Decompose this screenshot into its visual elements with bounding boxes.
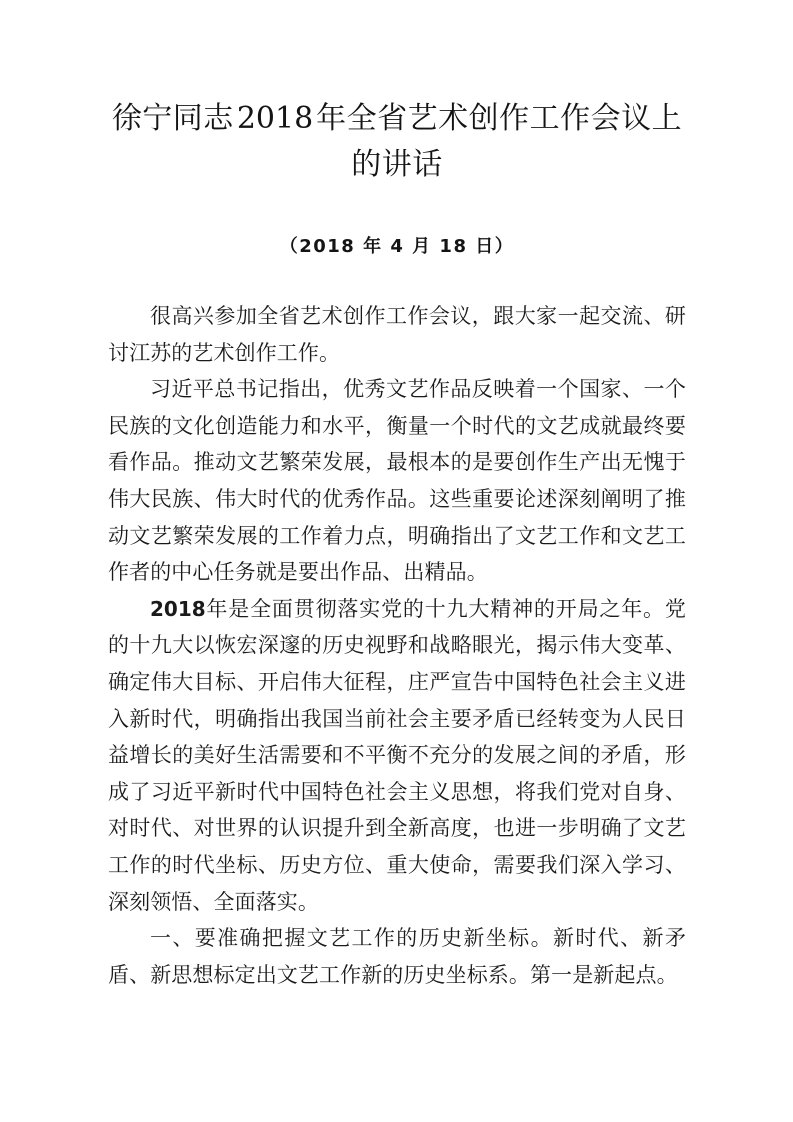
document-content-column: [108, 0, 686, 993]
paragraph-3: [108, 591, 686, 920]
paragraph-1: 很高兴参加全省艺术创作工作会议，跟大家一起交流、研讨江苏的艺术创作工作。: [108, 304, 686, 365]
paragraph-3-lead-number: 2018: [150, 596, 206, 621]
paragraph-4: 一、要准确把握文艺工作的历史新坐标。新时代、新矛盾、新思想标定出文艺工作新的历史坐标系。第一是新起点。: [108, 926, 686, 987]
title-year: 2018: [236, 101, 314, 136]
title-suffix: 年全省艺术创作工作会议上: [316, 101, 683, 136]
title-second-line: 的讲话: [351, 147, 443, 182]
paragraph-3-text: 年是全面贯彻落实党的十九大精神的开局之年。党的十九大以恢宏深邃的历史视野和战略眼光，揭示伟大变革、确定伟大目标、开启伟大征程，庄严宣告中国特色社会主义进入新时代，明确指出我国当前社会主要矛盾已经转变为人民日益增长的美好生活需要和不平衡不充分的发展之间的矛盾，形成了习近平新时代中国特色社会主义思想，将我们党对自身、对时代、对世界的认识提升到全新高度，也进一步明确了文艺工作的时代坐标、历史方位、重大使命，需要我们深入学习、深刻领悟、全面落实。: [108, 596, 686, 914]
paragraph-2: 习近平总书记指出，优秀文艺作品反映着一个国家、一个民族的文化创造能力和水平，衡量一个时代的文艺成就最终要看作品。推动文艺繁荣发展，最根本的是要创作生产出无愧于伟大民族、伟大时代的优秀作品。这些重要论述深刻阐明了推动文艺繁荣发展的工作着力点，明确指出了文艺工作和文艺工作者的中心任务就是要出作品、出精品。: [108, 377, 686, 585]
title-prefix: 徐宁同志: [111, 101, 234, 136]
document-body: [108, 262, 686, 993]
page-title: [108, 0, 686, 188]
document-date: （2018 年 4 月 18 日）: [279, 236, 515, 257]
